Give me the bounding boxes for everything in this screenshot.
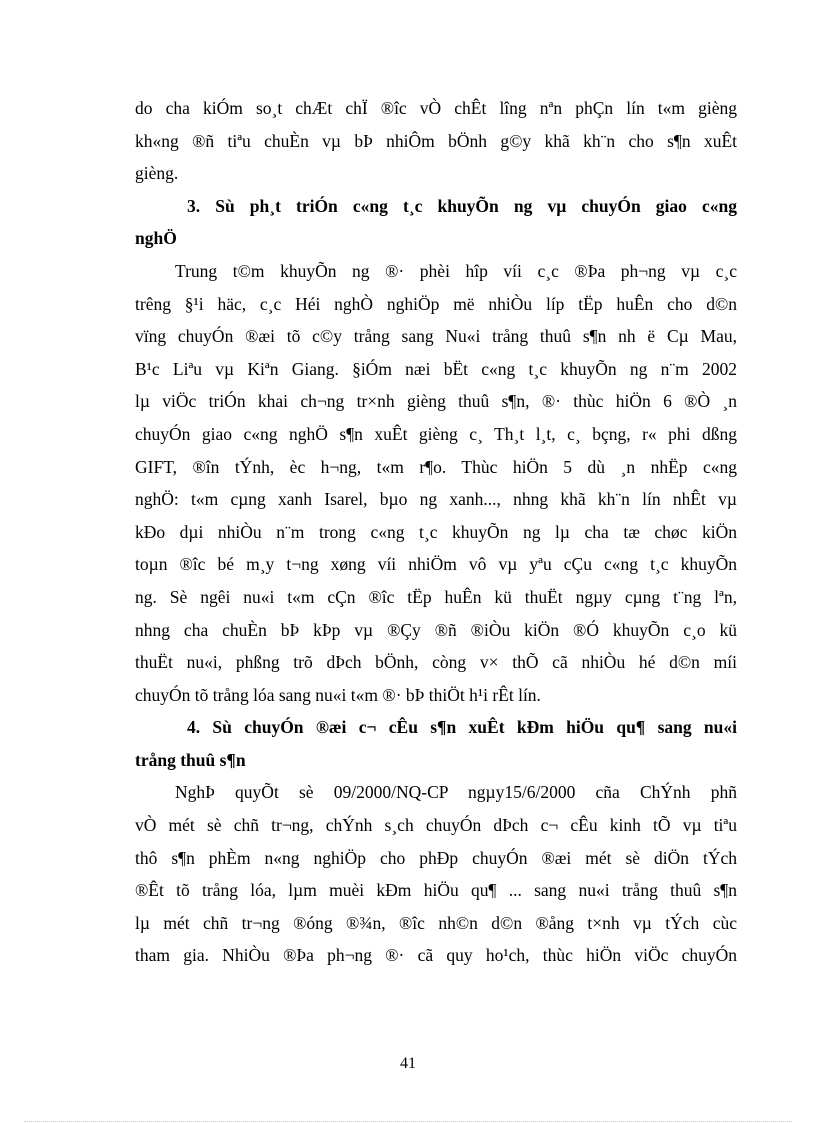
text-line: chuyÓn tõ trång lóa sang nu«i t«m ®· bÞ thiÖt h¹i rÊt lín. — [135, 684, 541, 705]
text-line: 4. Sù chuyÓn ®æi c¬ cÊu s¶n xuÊt kÐm hiÖu qu¶ sang nu«i — [187, 717, 737, 738]
text-line: trång thuû s¶n — [135, 749, 246, 770]
text-line: nghÖ — [135, 228, 177, 249]
text-line: 3. Sù ph¸t triÓn c«ng t¸c khuyÕn ng vµ chuyÓn giao c«ng — [187, 195, 737, 216]
text-line: do cha kiÓm so¸t chÆt chÏ ®îc vÒ chÊt lîng nªn phÇn lín t«m gièng — [135, 98, 737, 118]
text-line: nhng cha chuÈn bÞ kÞp vµ ®Çy ®ñ ®iÒu kiÖn ®Ó khuyÕn c¸o kü — [135, 619, 737, 640]
text-line: B¹c Liªu vµ Kiªn Giang. §iÓm næi bËt c«ng t¸c khuyÕn ng n¨m 2002 — [135, 358, 737, 379]
text-line: thô s¶n phÈm n«ng nghiÖp cho phÐp chuyÓn ®æi mét sè diÖn tÝch — [135, 847, 737, 868]
text-line: kh«ng ®ñ tiªu chuÈn vµ bÞ nhiÔm bÖnh g©y khã kh¨n cho s¶n xuÊt — [135, 130, 737, 151]
text-line: thuËt nu«i, phßng trõ dÞch bÖnh, còng v× thÕ cã nhiÒu hé d©n míi — [135, 652, 737, 673]
text-line: ®Êt tõ trång lóa, lµm muèi kÐm hiÖu qu¶ ... sang nu«i trång thuû s¶n — [135, 880, 737, 901]
text-line: lµ mét chñ tr¬ng ®óng ®¾n, ®îc nh©n d©n ®ång t×nh vµ tÝch cùc — [135, 912, 737, 933]
text-line: gièng. — [135, 163, 179, 184]
page-number: 41 — [400, 1055, 416, 1072]
footer-divider — [24, 1121, 792, 1122]
text-line: nghÖ: t«m cµng xanh Isarel, bµo ng xanh..., nhng khã kh¨n lín nhÊt vµ — [135, 489, 737, 510]
text-line: NghÞ quyÕt sè 09/2000/NQ-CP ngµy15/6/2000 cña ChÝnh phñ — [175, 782, 737, 803]
text-line: toµn ®îc bé m¸y t¬ng xøng víi nhiÖm vô vµ yªu cÇu c«ng t¸c khuyÕn — [135, 554, 737, 575]
text-line: vïng chuyÓn ®æi tõ c©y trång sang Nu«i trång thuû s¶n nh ë Cµ Mau, — [135, 326, 737, 347]
document-body — [135, 92, 737, 972]
text-line: Trung t©m khuyÕn ng ®· phèi hîp víi c¸c ®Þa ph¬ng vµ c¸c — [175, 260, 737, 281]
text-line: lµ viÖc triÓn khai ch¬ng tr×nh gièng thuû s¶n, ®· thùc hiÖn 6 ®Ò ¸n — [135, 391, 737, 412]
text-line: kÐo dµi nhiÒu n¨m trong c«ng t¸c khuyÕn ng lµ cha tæ chøc kiÖn — [135, 521, 737, 542]
text-line: trêng §¹i häc, c¸c Héi nghÒ nghiÖp më nhiÒu líp tËp huÊn cho d©n — [135, 293, 737, 314]
text-line: GIFT, ®în tÝnh, èc h¬ng, t«m r¶o. Thùc hiÖn 5 dù ¸n nhËp c«ng — [135, 456, 737, 477]
text-line: tham gia. NhiÒu ®Þa ph¬ng ®· cã quy ho¹ch, thùc hiÖn viÖc chuyÓn — [135, 945, 737, 966]
text-line: ng. Sè ngêi nu«i t«m cÇn ®îc tËp huÊn kü thuËt ngµy cµng t¨ng lªn, — [135, 586, 737, 607]
text-line: vÒ mét sè chñ tr¬ng, chÝnh s¸ch chuyÓn dÞch c¬ cÊu kinh tÕ vµ tiªu — [135, 815, 737, 836]
text-line: chuyÓn giao c«ng nghÖ s¶n xuÊt gièng c¸ Th¸t l¸t, c¸ bçng, r« phi dßng — [135, 423, 737, 444]
